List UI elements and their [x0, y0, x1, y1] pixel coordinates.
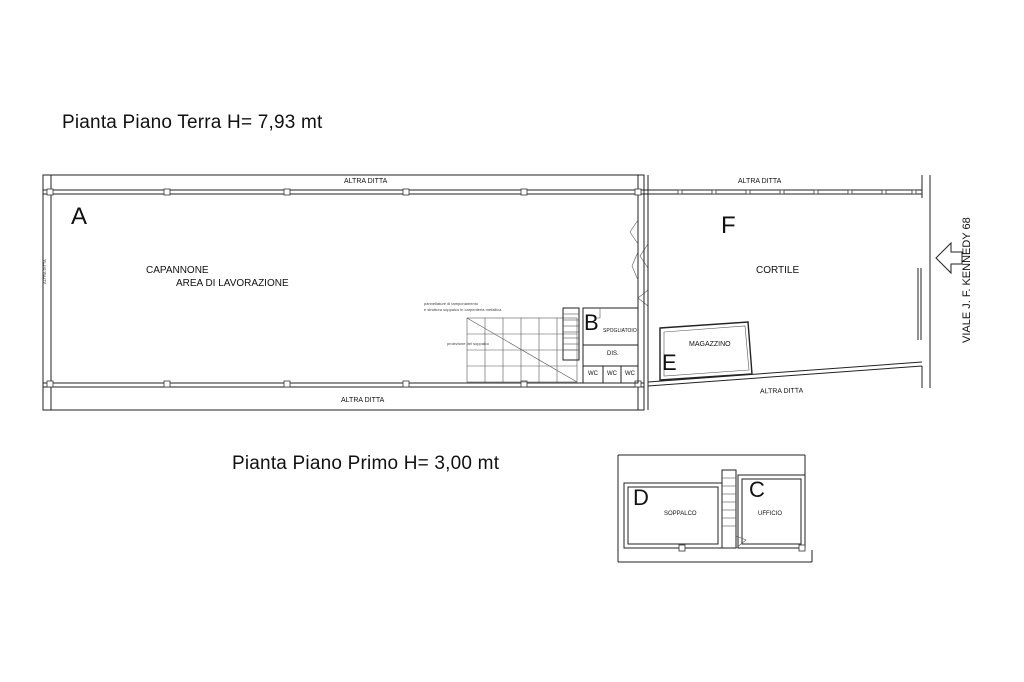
zone-label-c: C: [749, 477, 765, 502]
zone-label-a: A: [71, 203, 88, 230]
neighbor-label-bottom-left: ALTRA DITTA: [341, 397, 385, 404]
room-label-soppalco: SOPPALCO: [664, 511, 697, 517]
zone-label-b: B: [584, 310, 599, 335]
room-label-wc-3: WC: [625, 371, 635, 377]
room-label-magazzino: MAGAZZINO: [689, 341, 731, 348]
zone-label-f: F: [721, 212, 736, 239]
note-pannellature-1: pannellature di tamponamento: [424, 301, 479, 306]
room-label-cortile: CORTILE: [756, 265, 800, 276]
ground-floor-title: Pianta Piano Terra H= 7,93 mt: [62, 112, 323, 133]
first-floor-title: Pianta Piano Primo H= 3,00 mt: [232, 453, 500, 474]
room-label-area-lavorazione: AREA DI LAVORAZIONE: [176, 278, 289, 289]
room-label-spogliatoio: SPOGLIATOIO: [603, 328, 637, 334]
doors-a-f: [630, 220, 648, 306]
courtyard-walls: [644, 175, 930, 410]
entrance-arrow-icon: [936, 243, 962, 273]
zone-label-d: D: [633, 485, 649, 510]
room-label-wc-1: WC: [588, 371, 598, 377]
street-label: VIALE J. F. KENNEDY 68: [961, 217, 973, 343]
note-proiezione: proiezione del soppalco: [447, 341, 490, 346]
neighbor-label-left: ALTRA DITTA: [42, 259, 47, 284]
neighbor-label-top-right: ALTRA DITTA: [738, 178, 782, 185]
room-label-wc-2: WC: [607, 371, 617, 377]
warehouse-columns: [47, 189, 641, 387]
room-label-dis: DIS.: [607, 351, 619, 357]
room-label-ufficio: UFFICIO: [758, 511, 782, 517]
neighbor-label-bottom-right: ALTRA DITTA: [759, 387, 804, 396]
neighbor-label-top-left: ALTRA DITTA: [344, 178, 388, 185]
room-label-capannone: CAPANNONE: [146, 265, 209, 276]
courtyard-posts: [678, 190, 916, 194]
zone-label-e: E: [662, 350, 677, 375]
note-pannellature-2: e struttura soppalco in carpenteria metallica: [424, 307, 502, 312]
warehouse-walls: [43, 175, 644, 410]
